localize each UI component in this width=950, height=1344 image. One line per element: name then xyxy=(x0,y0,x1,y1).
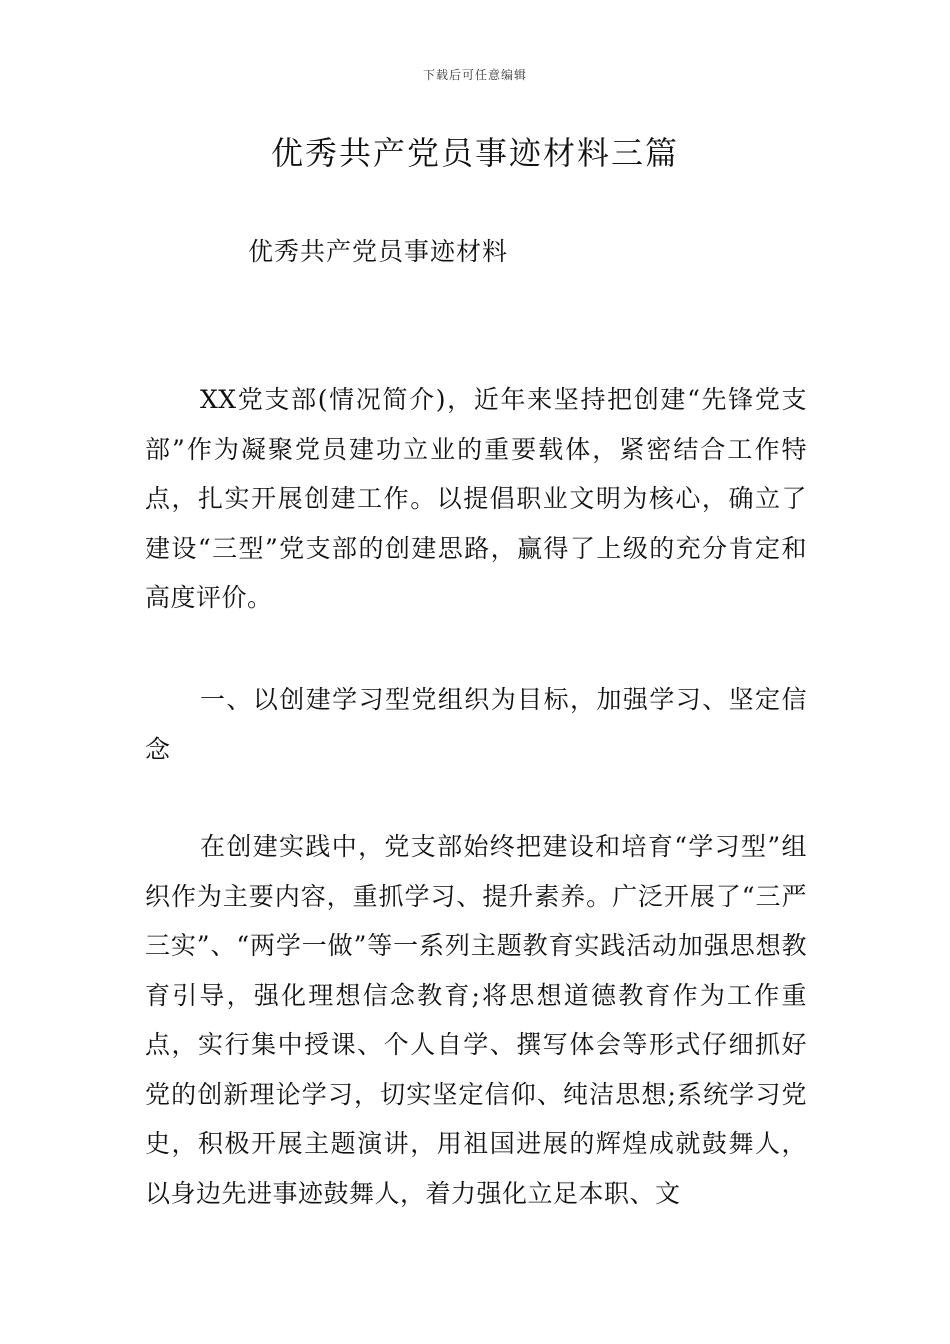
section-heading-1: 一、以创建学习型党组织为目标，加强学习、坚定信念 xyxy=(145,685,807,764)
paragraph-intro: XX党支部(情况简介)，近年来坚持把创建“先锋党支部”作为凝聚党员建功立业的重要载体，紧密结合工作特点，扎实开展创建工作。以提倡职业文明为核心，确立了建设“三型”党支部的创建思路，赢得了上级的充分肯定和高度评价。 xyxy=(145,385,807,612)
paragraph-body: 在创建实践中，党支部始终把建设和培育“学习型”组织作为主要内容，重抓学习、提升素养。广泛开展了“三严三实”、“两学一做”等一系列主题教育实践活动加强思想教育引导，强化理想信念教育;将思想道德教育作为工作重点，实行集中授课、个人自学、撰写体会等形式仔细抓好党的创新理论学习，切实坚定信仰、纯洁思想;系统学习党史，积极开展主题演讲，用祖国进展的辉煌成就鼓舞人，以身边先进事迹鼓舞人，着力强化立足本职、文 xyxy=(145,832,807,1208)
document-title: 优秀共产党员事迹材料三篇 xyxy=(270,134,679,172)
document-subtitle: 优秀共产党员事迹材料 xyxy=(248,237,509,266)
header-note: 下载后可任意编辑 xyxy=(422,68,527,82)
